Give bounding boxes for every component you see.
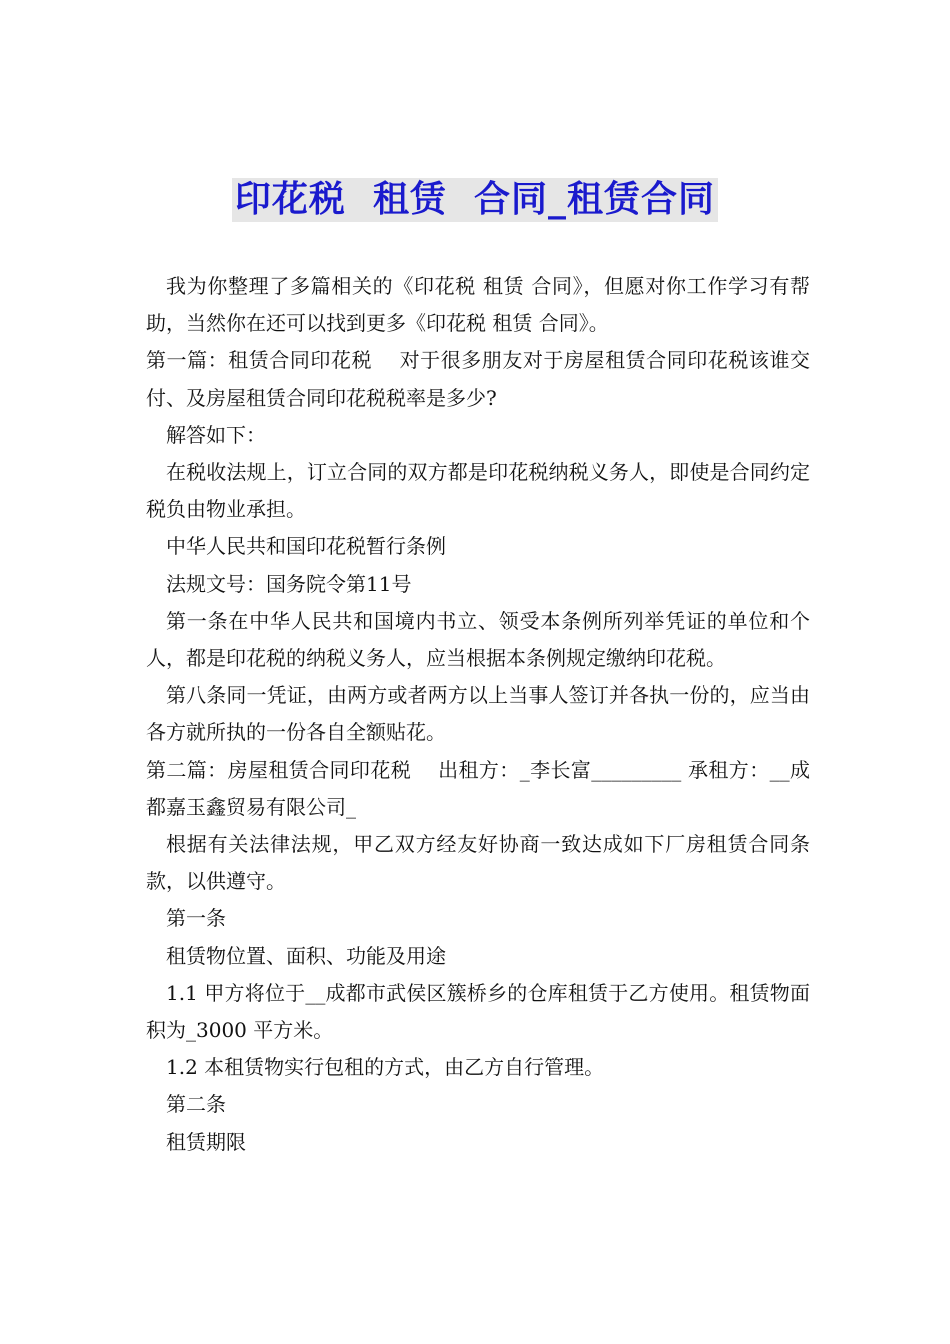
paragraph: 1.1 甲方将位于__成都市武侯区簇桥乡的仓库租赁于乙方使用。租赁物面积为_3000 平方米。 [146, 980, 810, 1043]
document-title: 印花税 租赁 合同_租赁合同 [232, 178, 718, 222]
document-body [146, 268, 810, 1161]
paragraph: 第八条同一凭证，由两方或者两方以上当事人签订并各执一份的，应当由各方就所执的一份各自全额贴花。 [146, 683, 810, 745]
paragraph: 租赁期限 [166, 1129, 246, 1154]
section-heading-paragraph: 第二篇：房屋租赁合同印花税 出租方：_李长富_________ 承租方：__成都嘉玉鑫贸易有限公司_ [146, 757, 810, 819]
paragraph: 根据有关法律法规，甲乙双方经友好协商一致达成如下厂房租赁合同条款，以供遵守。 [146, 832, 810, 894]
article-heading: 第一条 [166, 906, 226, 931]
paragraph: 租赁物位置、面积、功能及用途 [166, 943, 446, 968]
paragraph: 中华人民共和国印花税暂行条例 [166, 534, 446, 559]
paragraph: 第一条在中华人民共和国境内书立、领受本条例所列举凭证的单位和个人，都是印花税的纳税义务人，应当根据本条例规定缴纳印花税。 [146, 608, 810, 671]
article-heading: 第二条 [166, 1092, 226, 1117]
paragraph: 法规文号：国务院令第11号 [166, 571, 412, 596]
paragraph: 解答如下： [166, 422, 266, 447]
paragraph: 我为你整理了多篇相关的《印花税 租赁 合同》，但愿对你工作学习有帮助，当然你在还可以找到更多《印花税 租赁 合同》。 [146, 274, 810, 336]
section-heading-paragraph: 第一篇：租赁合同印花税 对于很多朋友对于房屋租赁合同印花税该谁交付、及房屋租赁合同印花税税率是多少? [146, 348, 810, 410]
title-container [0, 178, 950, 222]
paragraph: 1.2 本租赁物实行包租的方式，由乙方自行管理。 [166, 1055, 605, 1080]
paragraph: 在税收法规上，订立合同的双方都是印花税纳税义务人，即使是合同约定税负由物业承担。 [146, 460, 810, 522]
